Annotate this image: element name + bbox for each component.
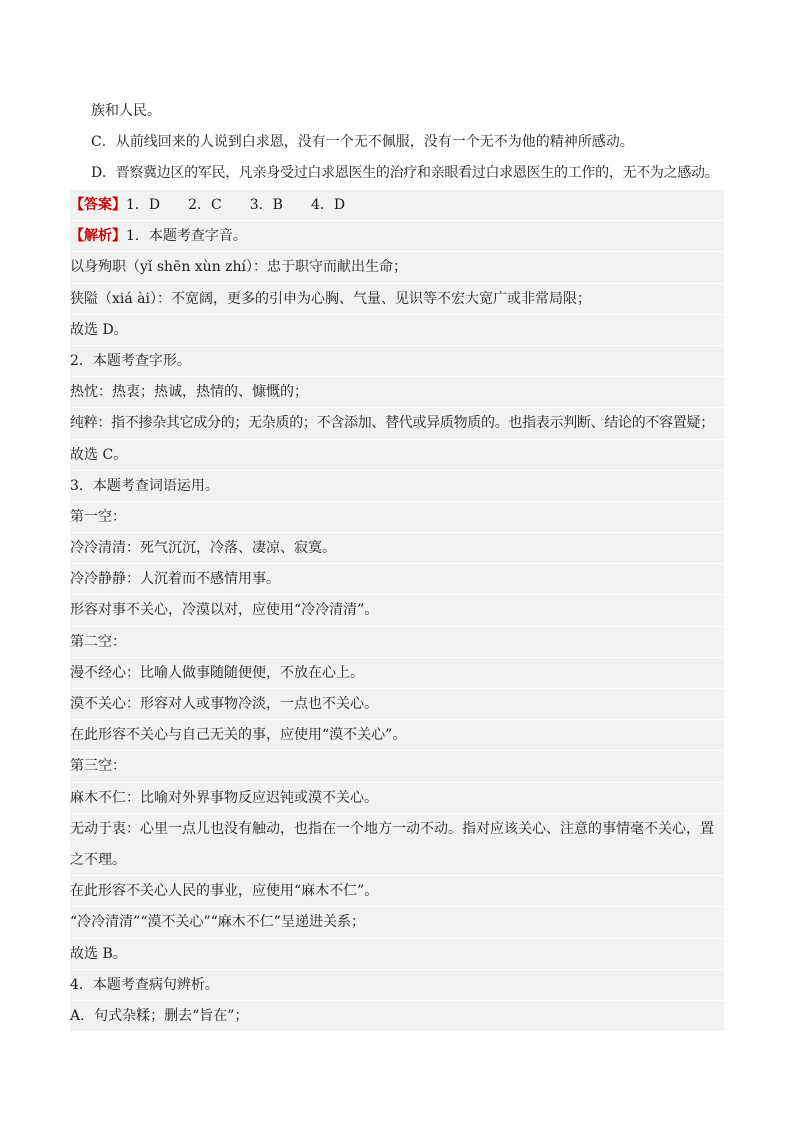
analysis-line: “冷冷清清”“漠不关心”“麻木不仁”呈递进关系； — [70, 907, 724, 938]
analysis-line: 狭隘（xiá ài）：不宽阔，更多的引申为心胸、气量、见识等不宏大宽广或非常局限； — [70, 284, 724, 315]
answer-analysis-block — [70, 190, 724, 1032]
analysis-line: 形容对事不关心，冷漠以对，应使用“冷冷清清”。 — [70, 595, 724, 626]
analysis-line: 热忱：热衷；热诚，热情的、慷慨的； — [70, 377, 724, 408]
analysis-line: 以身殉职（yǐ shēn xùn zhí）：忠于职守而献出生命； — [70, 252, 724, 283]
analysis-line: 故选 C。 — [70, 440, 724, 471]
analysis-line: 无动于衷：心里一点儿也没有触动，也指在一个地方一动不动。指对应该关心、注意的事情毫不关心，置 — [70, 820, 714, 837]
analysis-line: 漠不关心：形容对人或事物冷淡，一点也不关心。 — [70, 689, 724, 720]
option-d: D．晋察冀边区的军民，凡亲身受过白求恩医生的治疗和亲眼看过白求恩医生的工作的，无不为之感动。 — [91, 165, 719, 181]
analysis-line: 麻木不仁：比喻对外界事物反应迟钝或漠不关心。 — [70, 783, 724, 814]
analysis-line: A．句式杂糅；删去“旨在”； — [70, 1001, 724, 1032]
option-c: C．从前线回来的人说到白求恩，没有一个无不佩服，没有一个无不为他的精神所感动。 — [91, 134, 634, 150]
analysis-line: 之不理。 — [70, 845, 724, 876]
analysis-row — [70, 221, 724, 252]
analysis-line: 第一空： — [70, 502, 724, 533]
analysis-line: 漫不经心：比喻人做事随随便便，不放在心上。 — [70, 658, 724, 689]
analysis-line: 在此形容不关心与自己无关的事，应使用“漠不关心”。 — [70, 720, 724, 751]
analysis-line: 冷冷清清：死气沉沉，冷落、凄凉、寂寞。 — [70, 533, 724, 564]
answer-text: 1．D 2．C 3．B 4．D — [126, 197, 346, 213]
analysis-first-line: 1．本题考查字音。 — [126, 228, 247, 245]
analysis-line: 2．本题考查字形。 — [70, 346, 724, 377]
analysis-line: 4．本题考查病句辨析。 — [70, 970, 724, 1001]
analysis-line: 在此形容不关心人民的事业，应使用“麻木不仁”。 — [70, 876, 724, 907]
analysis-line: 冷冷静静：人沉着而不感情用事。 — [70, 564, 724, 595]
answer-row — [70, 190, 724, 221]
analysis-line: 故选 D。 — [70, 315, 724, 346]
analysis-line: 3．本题考查词语运用。 — [70, 471, 724, 502]
answer-tag: 【答案】 — [70, 197, 126, 213]
analysis-line: 纯粹：指不掺杂其它成分的；无杂质的；不含添加、替代或异质物质的。也指表示判断、结论的不容置疑； — [70, 408, 724, 439]
question-options — [70, 96, 725, 189]
analysis-line: 故选 B。 — [70, 939, 724, 970]
analysis-tag: 【解析】 — [70, 228, 126, 245]
analysis-line: 第三空： — [70, 751, 724, 782]
analysis-line: 第二空： — [70, 627, 724, 658]
option-continuation: 族和人民。 — [91, 103, 161, 119]
